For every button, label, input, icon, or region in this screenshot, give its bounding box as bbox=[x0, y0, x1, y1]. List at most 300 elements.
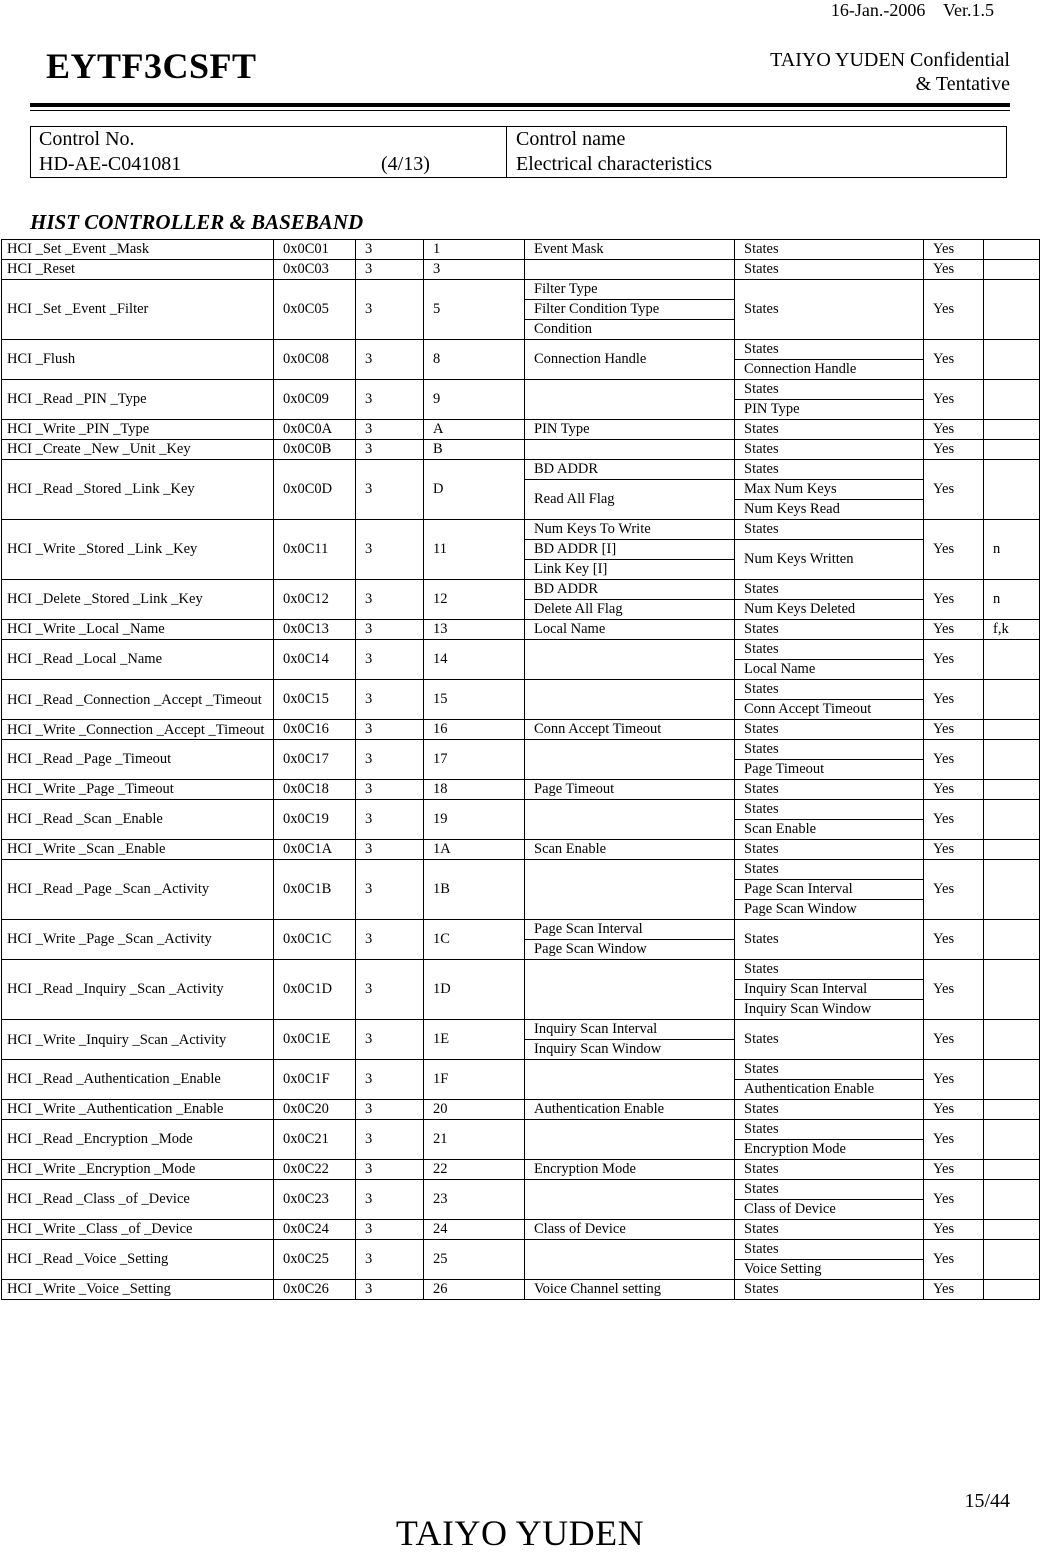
control-name-label: Control name bbox=[516, 128, 626, 150]
return-parameter-cell: States bbox=[735, 420, 924, 440]
supported-cell: Yes bbox=[924, 1160, 984, 1180]
control-box bbox=[30, 126, 1007, 178]
parameter-cell: Class of Device bbox=[525, 1220, 735, 1240]
command-name-cell: HCI _Write _Connection _Accept _Timeout bbox=[2, 720, 274, 740]
ocf-cell: 21 bbox=[424, 1120, 525, 1160]
ogf-cell: 3 bbox=[356, 580, 424, 620]
command-name-cell: HCI _Write _PIN _Type bbox=[2, 420, 274, 440]
return-parameter-cell: Class of Device bbox=[735, 1200, 924, 1220]
supported-cell: Yes bbox=[924, 520, 984, 580]
note-cell bbox=[984, 420, 1040, 440]
command-name-cell: HCI _Read _Scan _Enable bbox=[2, 800, 274, 840]
supported-cell: Yes bbox=[924, 340, 984, 380]
parameter-cell: Scan Enable bbox=[525, 840, 735, 860]
table-row bbox=[2, 1120, 1040, 1140]
opcode-cell: 0x0C1B bbox=[274, 860, 356, 920]
note-cell: n bbox=[984, 580, 1040, 620]
return-parameter-cell: States bbox=[735, 1120, 924, 1140]
supported-cell: Yes bbox=[924, 620, 984, 640]
table-row bbox=[2, 780, 1040, 800]
ocf-cell: A bbox=[424, 420, 525, 440]
return-parameter-cell: States bbox=[735, 580, 924, 600]
supported-cell: Yes bbox=[924, 240, 984, 260]
note-cell bbox=[984, 240, 1040, 260]
return-parameter-cell: States bbox=[735, 260, 924, 280]
note-cell bbox=[984, 1280, 1040, 1300]
opcode-cell: 0x0C19 bbox=[274, 800, 356, 840]
ocf-cell: 26 bbox=[424, 1280, 525, 1300]
footer-company: TAIYO YUDEN bbox=[395, 1513, 645, 1553]
ocf-cell: 1C bbox=[424, 920, 525, 960]
opcode-cell: 0x0C05 bbox=[274, 280, 356, 340]
ocf-cell: 1E bbox=[424, 1020, 525, 1060]
parameter-cell bbox=[525, 440, 735, 460]
opcode-cell: 0x0C15 bbox=[274, 680, 356, 720]
note-cell bbox=[984, 680, 1040, 720]
ocf-cell: 9 bbox=[424, 380, 525, 420]
command-name-cell: HCI _Write _Voice _Setting bbox=[2, 1280, 274, 1300]
parameter-cell: Link Key [I] bbox=[525, 560, 735, 580]
command-name-cell: HCI _Create _New _Unit _Key bbox=[2, 440, 274, 460]
ogf-cell: 3 bbox=[356, 440, 424, 460]
parameter-cell: BD ADDR [I] bbox=[525, 540, 735, 560]
opcode-cell: 0x0C18 bbox=[274, 780, 356, 800]
supported-cell: Yes bbox=[924, 840, 984, 860]
parameter-cell bbox=[525, 380, 735, 420]
parameter-cell bbox=[525, 1060, 735, 1100]
ogf-cell: 3 bbox=[356, 1100, 424, 1120]
ocf-cell: 14 bbox=[424, 640, 525, 680]
parameter-cell: Authentication Enable bbox=[525, 1100, 735, 1120]
opcode-cell: 0x0C01 bbox=[274, 240, 356, 260]
supported-cell: Yes bbox=[924, 960, 984, 1020]
supported-cell: Yes bbox=[924, 260, 984, 280]
supported-cell: Yes bbox=[924, 1240, 984, 1280]
ogf-cell: 3 bbox=[356, 740, 424, 780]
supported-cell: Yes bbox=[924, 420, 984, 440]
opcode-cell: 0x0C17 bbox=[274, 740, 356, 780]
ocf-cell: 11 bbox=[424, 520, 525, 580]
note-cell bbox=[984, 720, 1040, 740]
ocf-cell: 17 bbox=[424, 740, 525, 780]
ocf-cell: 15 bbox=[424, 680, 525, 720]
ocf-cell: 1D bbox=[424, 960, 525, 1020]
confidential-line-1: TAIYO YUDEN Confidential bbox=[770, 49, 1010, 71]
control-no-value: HD-AE-C041081 bbox=[39, 153, 182, 175]
return-parameter-cell: States bbox=[735, 740, 924, 760]
return-parameter-cell: Page Scan Interval bbox=[735, 880, 924, 900]
supported-cell: Yes bbox=[924, 380, 984, 420]
table-row bbox=[2, 1180, 1040, 1200]
return-parameter-cell: Authentication Enable bbox=[735, 1080, 924, 1100]
note-cell bbox=[984, 1180, 1040, 1220]
table-row bbox=[2, 240, 1040, 260]
table-row bbox=[2, 640, 1040, 660]
ogf-cell: 3 bbox=[356, 920, 424, 960]
return-parameter-cell: States bbox=[735, 640, 924, 660]
ocf-cell: 1A bbox=[424, 840, 525, 860]
supported-cell: Yes bbox=[924, 1020, 984, 1060]
return-parameter-cell: Connection Handle bbox=[735, 360, 924, 380]
return-parameter-cell: Page Scan Window bbox=[735, 900, 924, 920]
return-parameter-cell: States bbox=[735, 280, 924, 340]
note-cell bbox=[984, 860, 1040, 920]
return-parameter-cell: Num Keys Written bbox=[735, 540, 924, 580]
ogf-cell: 3 bbox=[356, 1020, 424, 1060]
return-parameter-cell: States bbox=[735, 520, 924, 540]
opcode-cell: 0x0C03 bbox=[274, 260, 356, 280]
return-parameter-cell: States bbox=[735, 800, 924, 820]
command-name-cell: HCI _Read _Connection _Accept _Timeout bbox=[2, 680, 274, 720]
opcode-cell: 0x0C1F bbox=[274, 1060, 356, 1100]
ocf-cell: 25 bbox=[424, 1240, 525, 1280]
note-cell bbox=[984, 280, 1040, 340]
table-row bbox=[2, 740, 1040, 760]
ogf-cell: 3 bbox=[356, 1160, 424, 1180]
note-cell bbox=[984, 780, 1040, 800]
ogf-cell: 3 bbox=[356, 640, 424, 680]
ocf-cell: 13 bbox=[424, 620, 525, 640]
parameter-cell bbox=[525, 740, 735, 780]
ogf-cell: 3 bbox=[356, 620, 424, 640]
supported-cell: Yes bbox=[924, 440, 984, 460]
ocf-cell: 19 bbox=[424, 800, 525, 840]
command-name-cell: HCI _Write _Encryption _Mode bbox=[2, 1160, 274, 1180]
command-name-cell: HCI _Read _Page _Timeout bbox=[2, 740, 274, 780]
ogf-cell: 3 bbox=[356, 1180, 424, 1220]
ogf-cell: 3 bbox=[356, 260, 424, 280]
parameter-cell: Conn Accept Timeout bbox=[525, 720, 735, 740]
note-cell: f,k bbox=[984, 620, 1040, 640]
return-parameter-cell: States bbox=[735, 440, 924, 460]
return-parameter-cell: States bbox=[735, 1180, 924, 1200]
opcode-cell: 0x0C24 bbox=[274, 1220, 356, 1240]
table-row bbox=[2, 800, 1040, 820]
table-row bbox=[2, 680, 1040, 700]
ocf-cell: 12 bbox=[424, 580, 525, 620]
table-row bbox=[2, 420, 1040, 440]
ogf-cell: 3 bbox=[356, 340, 424, 380]
table-row bbox=[2, 1100, 1040, 1120]
ogf-cell: 3 bbox=[356, 960, 424, 1020]
opcode-cell: 0x0C16 bbox=[274, 720, 356, 740]
supported-cell: Yes bbox=[924, 1100, 984, 1120]
ogf-cell: 3 bbox=[356, 1220, 424, 1240]
note-cell: n bbox=[984, 520, 1040, 580]
command-name-cell: HCI _Write _Class _of _Device bbox=[2, 1220, 274, 1240]
command-name-cell: HCI _Write _Authentication _Enable bbox=[2, 1100, 274, 1120]
return-parameter-cell: States bbox=[735, 240, 924, 260]
command-name-cell: HCI _Read _Local _Name bbox=[2, 640, 274, 680]
ogf-cell: 3 bbox=[356, 720, 424, 740]
opcode-cell: 0x0C11 bbox=[274, 520, 356, 580]
parameter-cell: Inquiry Scan Interval bbox=[525, 1020, 735, 1040]
supported-cell: Yes bbox=[924, 1280, 984, 1300]
supported-cell: Yes bbox=[924, 1060, 984, 1100]
note-cell bbox=[984, 1120, 1040, 1160]
parameter-cell: BD ADDR bbox=[525, 580, 735, 600]
command-name-cell: HCI _Write _Page _Scan _Activity bbox=[2, 920, 274, 960]
ogf-cell: 3 bbox=[356, 800, 424, 840]
note-cell bbox=[984, 1020, 1040, 1060]
supported-cell: Yes bbox=[924, 1120, 984, 1160]
note-cell bbox=[984, 380, 1040, 420]
command-name-cell: HCI _Read _Stored _Link _Key bbox=[2, 460, 274, 520]
command-name-cell: HCI _Write _Page _Timeout bbox=[2, 780, 274, 800]
parameter-cell bbox=[525, 1240, 735, 1280]
opcode-cell: 0x0C1A bbox=[274, 840, 356, 860]
parameter-cell bbox=[525, 680, 735, 720]
return-parameter-cell: States bbox=[735, 1160, 924, 1180]
return-parameter-cell: Encryption Mode bbox=[735, 1140, 924, 1160]
ogf-cell: 3 bbox=[356, 1060, 424, 1100]
note-cell bbox=[984, 1220, 1040, 1240]
supported-cell: Yes bbox=[924, 280, 984, 340]
note-cell bbox=[984, 640, 1040, 680]
return-parameter-cell: States bbox=[735, 1240, 924, 1260]
return-parameter-cell: Local Name bbox=[735, 660, 924, 680]
confidential-line-2: & Tentative bbox=[915, 73, 1010, 95]
ogf-cell: 3 bbox=[356, 840, 424, 860]
ocf-cell: 20 bbox=[424, 1100, 525, 1120]
table-row bbox=[2, 920, 1040, 940]
return-parameter-cell: Max Num Keys bbox=[735, 480, 924, 500]
return-parameter-cell: PIN Type bbox=[735, 400, 924, 420]
parameter-cell: Filter Type bbox=[525, 280, 735, 300]
table-row bbox=[2, 340, 1040, 360]
command-name-cell: HCI _Read _Class _of _Device bbox=[2, 1180, 274, 1220]
table-row bbox=[2, 380, 1040, 400]
parameter-cell: Inquiry Scan Window bbox=[525, 1040, 735, 1060]
ocf-cell: 1F bbox=[424, 1060, 525, 1100]
command-name-cell: HCI _Reset bbox=[2, 260, 274, 280]
command-name-cell: HCI _Read _Encryption _Mode bbox=[2, 1120, 274, 1160]
parameter-cell: Event Mask bbox=[525, 240, 735, 260]
return-parameter-cell: Scan Enable bbox=[735, 820, 924, 840]
table-row bbox=[2, 1220, 1040, 1240]
table-row bbox=[2, 1280, 1040, 1300]
return-parameter-cell: Num Keys Read bbox=[735, 500, 924, 520]
note-cell bbox=[984, 1100, 1040, 1120]
control-name-value: Electrical characteristics bbox=[516, 153, 712, 175]
note-cell bbox=[984, 260, 1040, 280]
note-cell bbox=[984, 920, 1040, 960]
ogf-cell: 3 bbox=[356, 1240, 424, 1280]
opcode-cell: 0x0C21 bbox=[274, 1120, 356, 1160]
parameter-cell: Page Timeout bbox=[525, 780, 735, 800]
opcode-cell: 0x0C0B bbox=[274, 440, 356, 460]
parameter-cell: Page Scan Interval bbox=[525, 920, 735, 940]
parameter-cell: Condition bbox=[525, 320, 735, 340]
confidential-notice bbox=[770, 48, 1010, 96]
parameter-cell bbox=[525, 860, 735, 920]
control-page-fraction: (4/13) bbox=[381, 153, 430, 175]
ogf-cell: 3 bbox=[356, 1120, 424, 1160]
supported-cell: Yes bbox=[924, 860, 984, 920]
ocf-cell: D bbox=[424, 460, 525, 520]
command-name-cell: HCI _Set _Event _Mask bbox=[2, 240, 274, 260]
opcode-cell: 0x0C23 bbox=[274, 1180, 356, 1220]
parameter-cell: PIN Type bbox=[525, 420, 735, 440]
parameter-cell: Local Name bbox=[525, 620, 735, 640]
supported-cell: Yes bbox=[924, 740, 984, 780]
page-number: 15/44 bbox=[964, 1490, 1010, 1512]
command-name-cell: HCI _Read _Inquiry _Scan _Activity bbox=[2, 960, 274, 1020]
supported-cell: Yes bbox=[924, 640, 984, 680]
control-no-label: Control No. bbox=[39, 128, 135, 150]
ocf-cell: 5 bbox=[424, 280, 525, 340]
table-row bbox=[2, 1060, 1040, 1080]
opcode-cell: 0x0C26 bbox=[274, 1280, 356, 1300]
note-cell bbox=[984, 340, 1040, 380]
note-cell bbox=[984, 1060, 1040, 1100]
return-parameter-cell: States bbox=[735, 380, 924, 400]
header-rule-thick bbox=[30, 103, 1010, 107]
supported-cell: Yes bbox=[924, 680, 984, 720]
table-row bbox=[2, 440, 1040, 460]
ogf-cell: 3 bbox=[356, 520, 424, 580]
parameter-cell: Encryption Mode bbox=[525, 1160, 735, 1180]
return-parameter-cell: States bbox=[735, 920, 924, 960]
opcode-cell: 0x0C20 bbox=[274, 1100, 356, 1120]
opcode-cell: 0x0C1C bbox=[274, 920, 356, 960]
return-parameter-cell: States bbox=[735, 840, 924, 860]
table-row bbox=[2, 720, 1040, 740]
command-name-cell: HCI _Read _Authentication _Enable bbox=[2, 1060, 274, 1100]
opcode-cell: 0x0C12 bbox=[274, 580, 356, 620]
opcode-cell: 0x0C1E bbox=[274, 1020, 356, 1060]
return-parameter-cell: Inquiry Scan Interval bbox=[735, 980, 924, 1000]
ocf-cell: 8 bbox=[424, 340, 525, 380]
return-parameter-cell: States bbox=[735, 680, 924, 700]
opcode-cell: 0x0C22 bbox=[274, 1160, 356, 1180]
ogf-cell: 3 bbox=[356, 280, 424, 340]
ocf-cell: 23 bbox=[424, 1180, 525, 1220]
return-parameter-cell: States bbox=[735, 720, 924, 740]
return-parameter-cell: States bbox=[735, 460, 924, 480]
ocf-cell: 22 bbox=[424, 1160, 525, 1180]
parameter-cell: Num Keys To Write bbox=[525, 520, 735, 540]
header-rule-thin bbox=[30, 110, 1010, 111]
ocf-cell: 1B bbox=[424, 860, 525, 920]
table-row bbox=[2, 1160, 1040, 1180]
table-row bbox=[2, 620, 1040, 640]
ocf-cell: 3 bbox=[424, 260, 525, 280]
supported-cell: Yes bbox=[924, 1180, 984, 1220]
supported-cell: Yes bbox=[924, 780, 984, 800]
return-parameter-cell: States bbox=[735, 860, 924, 880]
supported-cell: Yes bbox=[924, 800, 984, 840]
opcode-cell: 0x0C25 bbox=[274, 1240, 356, 1280]
parameter-cell: Delete All Flag bbox=[525, 600, 735, 620]
parameter-cell: Voice Channel setting bbox=[525, 1280, 735, 1300]
ocf-cell: 1 bbox=[424, 240, 525, 260]
return-parameter-cell: States bbox=[735, 780, 924, 800]
note-cell bbox=[984, 460, 1040, 520]
opcode-cell: 0x0C1D bbox=[274, 960, 356, 1020]
ogf-cell: 3 bbox=[356, 420, 424, 440]
note-cell bbox=[984, 1160, 1040, 1180]
opcode-cell: 0x0C0A bbox=[274, 420, 356, 440]
command-name-cell: HCI _Write _Local _Name bbox=[2, 620, 274, 640]
command-name-cell: HCI _Read _Page _Scan _Activity bbox=[2, 860, 274, 920]
ocf-cell: 18 bbox=[424, 780, 525, 800]
command-name-cell: HCI _Read _Voice _Setting bbox=[2, 1240, 274, 1280]
opcode-cell: 0x0C13 bbox=[274, 620, 356, 640]
parameter-cell: Read All Flag bbox=[525, 480, 735, 520]
return-parameter-cell: States bbox=[735, 620, 924, 640]
table-row bbox=[2, 1240, 1040, 1260]
document-title: EYTF3CSFT bbox=[46, 46, 257, 86]
return-parameter-cell: Inquiry Scan Window bbox=[735, 1000, 924, 1020]
return-parameter-cell: States bbox=[735, 340, 924, 360]
ogf-cell: 3 bbox=[356, 780, 424, 800]
return-parameter-cell: States bbox=[735, 960, 924, 980]
note-cell bbox=[984, 840, 1040, 860]
parameter-cell bbox=[525, 260, 735, 280]
return-parameter-cell: Conn Accept Timeout bbox=[735, 700, 924, 720]
parameter-cell: Filter Condition Type bbox=[525, 300, 735, 320]
ogf-cell: 3 bbox=[356, 860, 424, 920]
table-row bbox=[2, 260, 1040, 280]
parameter-cell bbox=[525, 800, 735, 840]
table-row bbox=[2, 840, 1040, 860]
note-cell bbox=[984, 440, 1040, 460]
parameter-cell: Connection Handle bbox=[525, 340, 735, 380]
return-parameter-cell: Voice Setting bbox=[735, 1260, 924, 1280]
section-title: HIST CONTROLLER & BASEBAND bbox=[30, 210, 364, 234]
ocf-cell: 16 bbox=[424, 720, 525, 740]
note-cell bbox=[984, 1240, 1040, 1280]
note-cell bbox=[984, 740, 1040, 780]
command-name-cell: HCI _Set _Event _Filter bbox=[2, 280, 274, 340]
table-row bbox=[2, 280, 1040, 300]
command-name-cell: HCI _Read _PIN _Type bbox=[2, 380, 274, 420]
table-row bbox=[2, 860, 1040, 880]
ogf-cell: 3 bbox=[356, 380, 424, 420]
control-box-divider bbox=[506, 127, 507, 177]
parameter-cell: BD ADDR bbox=[525, 460, 735, 480]
note-cell bbox=[984, 960, 1040, 1020]
ocf-cell: 24 bbox=[424, 1220, 525, 1240]
ogf-cell: 3 bbox=[356, 1280, 424, 1300]
parameter-cell bbox=[525, 960, 735, 1020]
table-row bbox=[2, 580, 1040, 600]
command-name-cell: HCI _Write _Scan _Enable bbox=[2, 840, 274, 860]
supported-cell: Yes bbox=[924, 580, 984, 620]
ocf-cell: B bbox=[424, 440, 525, 460]
opcode-cell: 0x0C09 bbox=[274, 380, 356, 420]
date-version: 16-Jan.-2006 Ver.1.5 bbox=[830, 0, 994, 20]
supported-cell: Yes bbox=[924, 920, 984, 960]
ogf-cell: 3 bbox=[356, 460, 424, 520]
parameter-cell bbox=[525, 1180, 735, 1220]
supported-cell: Yes bbox=[924, 460, 984, 520]
opcode-cell: 0x0C0D bbox=[274, 460, 356, 520]
parameter-cell bbox=[525, 1120, 735, 1160]
command-name-cell: HCI _Delete _Stored _Link _Key bbox=[2, 580, 274, 620]
return-parameter-cell: States bbox=[735, 1100, 924, 1120]
return-parameter-cell: Page Timeout bbox=[735, 760, 924, 780]
note-cell bbox=[984, 800, 1040, 840]
table-row bbox=[2, 960, 1040, 980]
ogf-cell: 3 bbox=[356, 680, 424, 720]
return-parameter-cell: States bbox=[735, 1280, 924, 1300]
parameter-cell: Page Scan Window bbox=[525, 940, 735, 960]
command-name-cell: HCI _Write _Stored _Link _Key bbox=[2, 520, 274, 580]
supported-cell: Yes bbox=[924, 1220, 984, 1240]
ogf-cell: 3 bbox=[356, 240, 424, 260]
